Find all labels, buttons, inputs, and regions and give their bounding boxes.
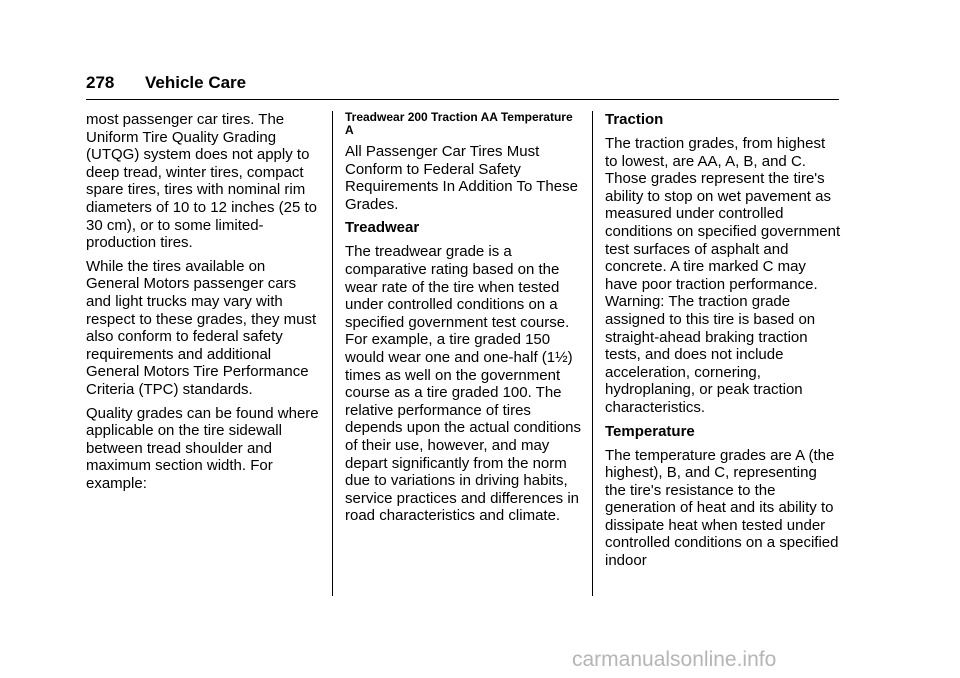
page-header bbox=[86, 73, 839, 95]
column-3 bbox=[605, 111, 841, 576]
column-divider-1 bbox=[332, 111, 333, 596]
column-1 bbox=[86, 111, 322, 498]
watermark: carmanualsonline.info bbox=[572, 648, 777, 671]
section-title: Vehicle Care bbox=[145, 73, 247, 92]
header-divider bbox=[86, 99, 839, 100]
federal-requirements-note: All Passenger Car Tires Must Conform to Federal Safety Requirements In Addition To These Grades. bbox=[345, 143, 578, 213]
traction-paragraph: The traction grades, from highest to lowest, are AA, A, B, and C. Those grades represent the tire's ability to stop on wet pavement as measured under controlled conditions on specified government test surfaces of asphalt and concrete. A tire marked C may have poor traction performance. Warning: The traction grade assigned to this tire is based on straight-ahead braking traction tests, and does not include acceleration, cornering, hydroplaning, or peak traction characteristics. bbox=[605, 135, 841, 416]
gm-tpc-paragraph: While the tires available on General Motors passenger cars and light trucks may vary with respect to these grades, they must also conform to federal safety requirements and additional General Motors Tire Performance Criteria (TPC) standards. bbox=[86, 257, 317, 398]
page-number: 278 bbox=[86, 73, 115, 92]
temperature-paragraph: The temperature grades are A (the highest), B, and C, representing the tire's resistance to the generation of heat and its ability to dissipate heat when tested under controlled conditions on a specified indoor bbox=[605, 446, 839, 570]
temperature-heading: Temperature bbox=[605, 422, 695, 440]
treadwear-heading: Treadwear bbox=[345, 219, 420, 237]
quality-grades-paragraph: Quality grades can be found where applicable on the tire sidewall between tread shoulder and maximum section width. For example: bbox=[86, 404, 319, 492]
traction-heading: Traction bbox=[605, 111, 664, 128]
utqg-scope-paragraph: most passenger car tires. The Uniform Tire Quality Grading (UTQG) system does not apply to deep tread, winter tires, compact spare tires, tires with nominal rim diameters of 10 to 12 inches (25 to 30 cm), or to some limited-production tires. bbox=[86, 111, 317, 252]
example-grade-label: Treadwear 200 Traction AA Temperature A bbox=[345, 110, 573, 137]
column-2 bbox=[345, 111, 581, 531]
treadwear-paragraph: The treadwear grade is a comparative rating based on the wear rate of the tire when tested under controlled conditions on a specified government test course. For example, a tire graded 150 would wear one and one-half (1½) times as well on the government course as a tire graded 100. The relative performance of tires depends upon the actual conditions of their use, however, and may depart significantly from the norm due to variations in driving habits, service practices and differences in road characteristics and climate. bbox=[345, 243, 582, 525]
column-divider-2 bbox=[592, 111, 593, 596]
